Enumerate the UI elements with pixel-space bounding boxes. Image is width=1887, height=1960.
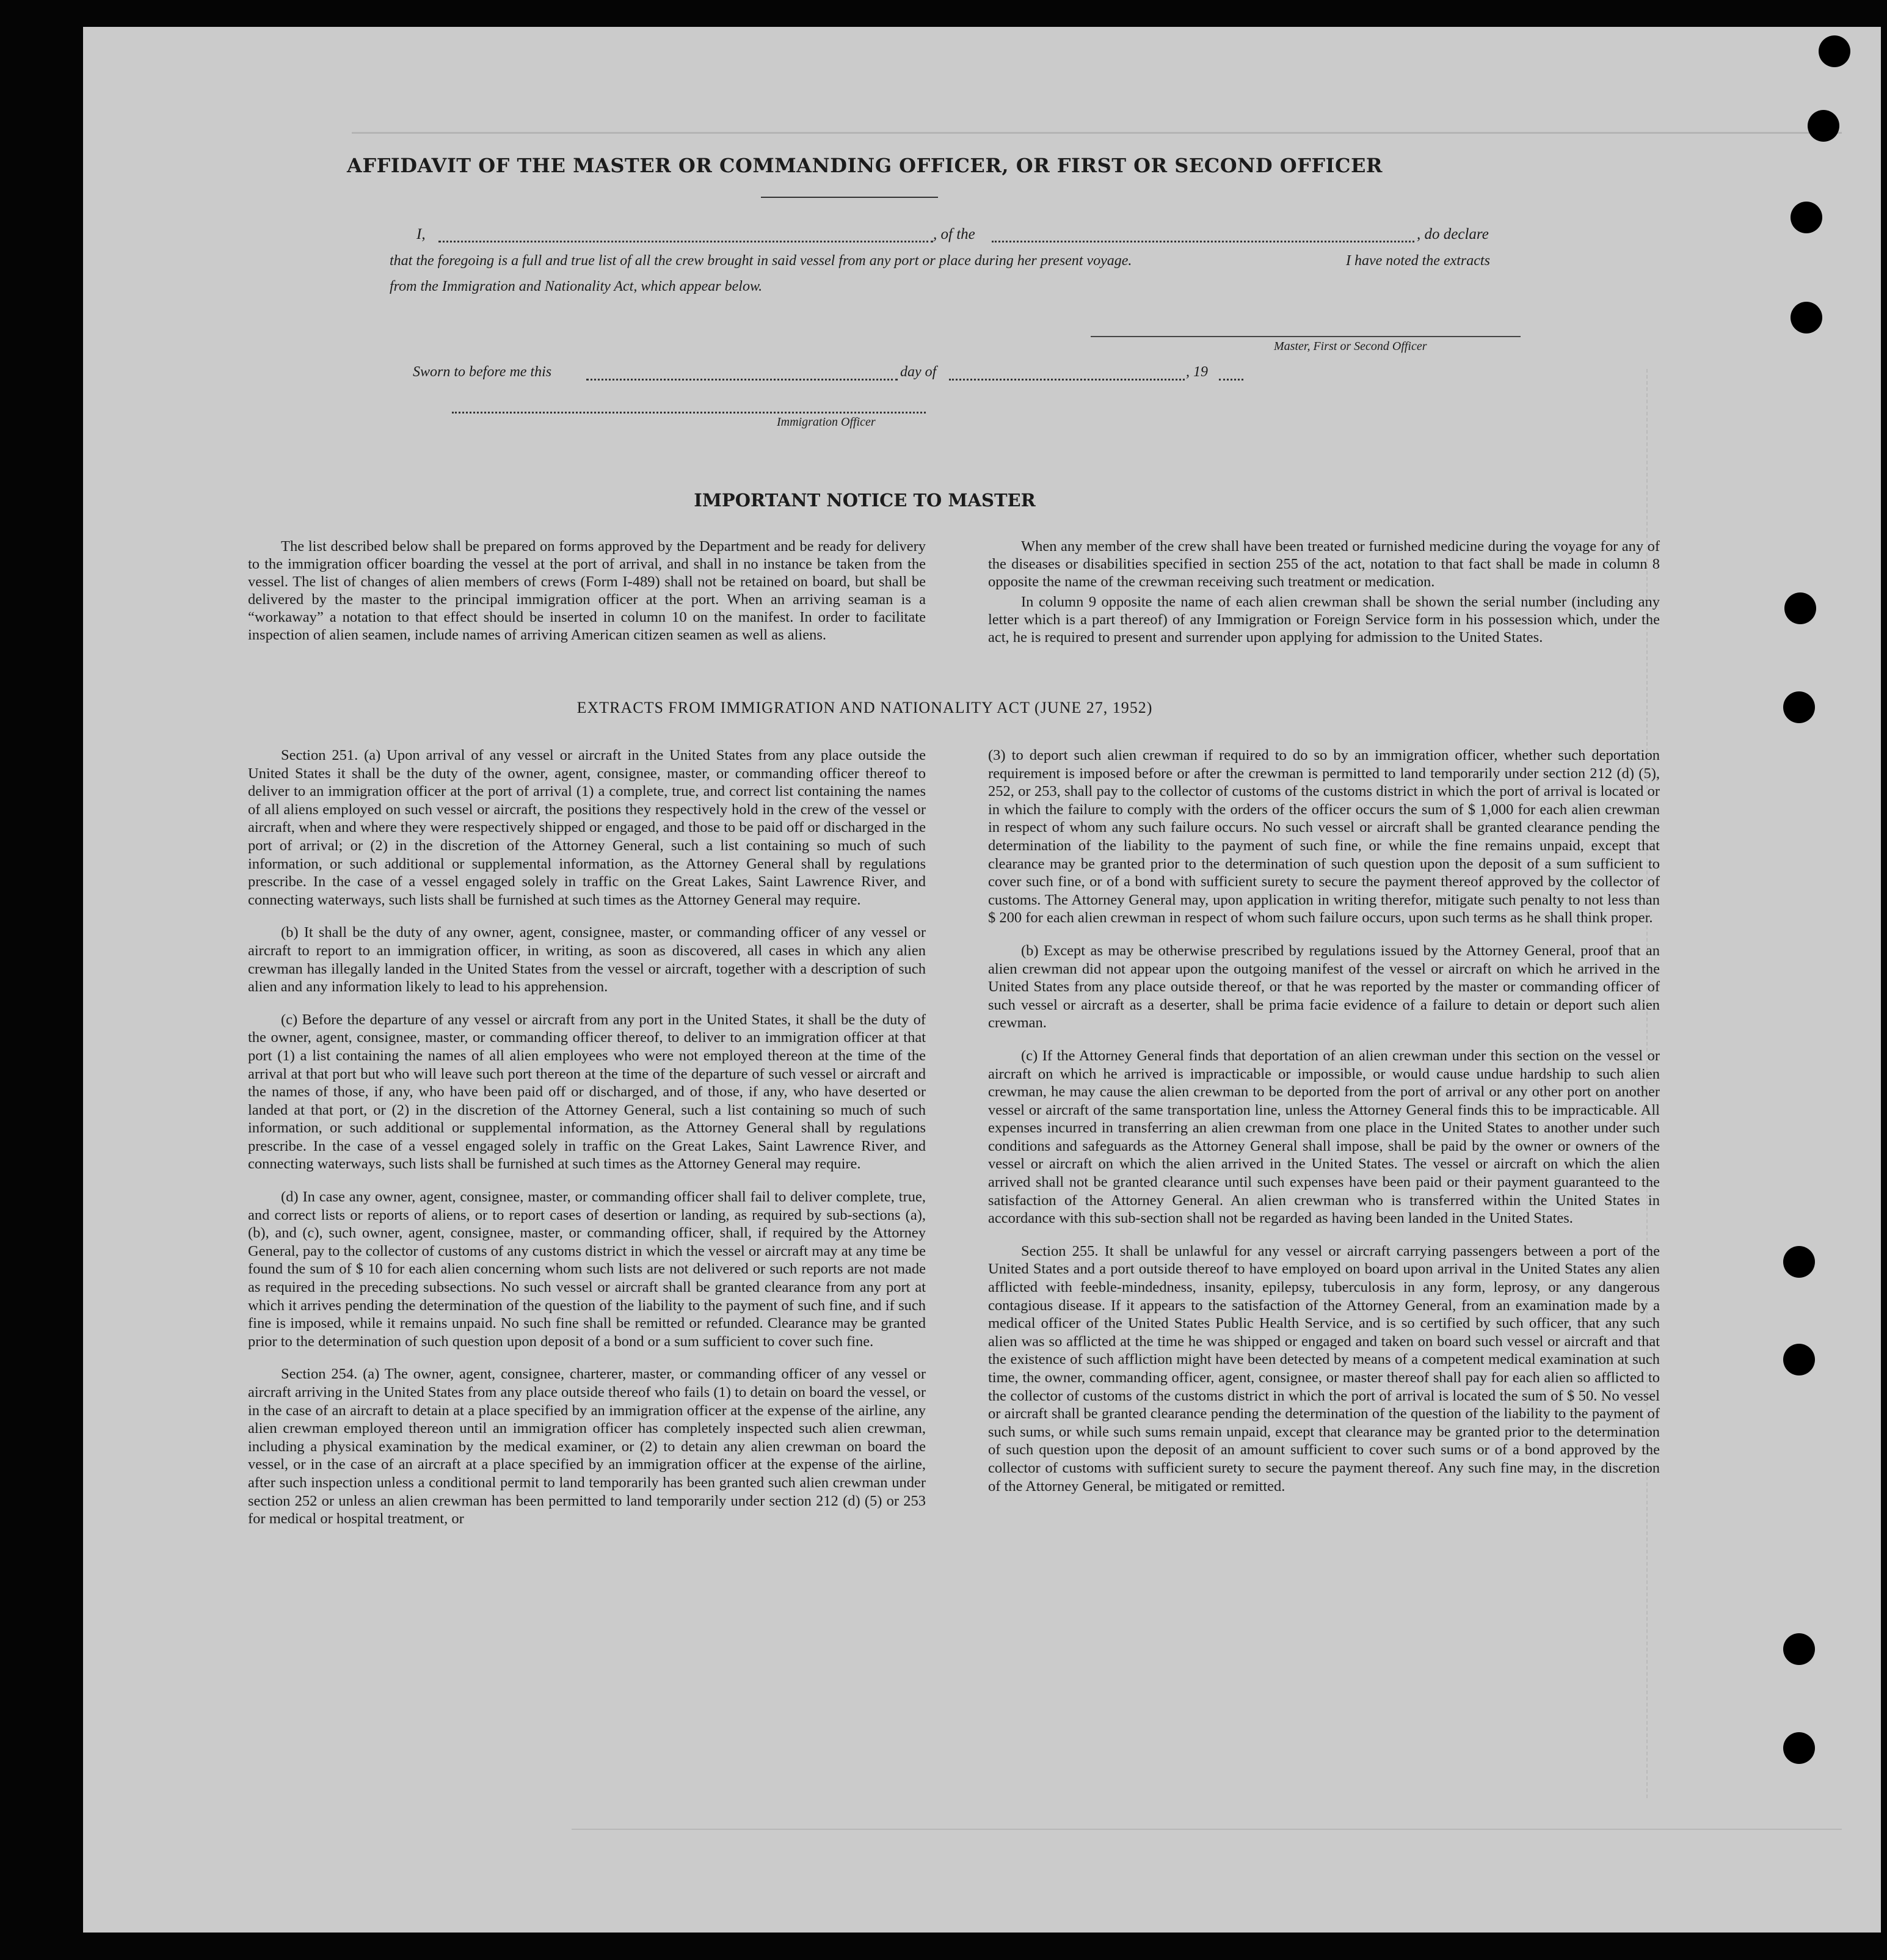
- affidavit-of-the-label: , of the: [933, 226, 975, 242]
- extracts-left-column: [248, 746, 926, 1543]
- affidavit-i-label: I,: [416, 226, 426, 242]
- section-251-b: (b) It shall be the duty of any owner, agent, consignee, master, or commanding officer of any vessel or aircraft to report to an immigration officer, in writing, as soon as discovered, all cases in which any alien crewman has illegally landed in the United States from the vessel or aircraft, together with a description of such alien and any information likely to lead to his apprehension.: [248, 924, 926, 996]
- master-signature-label: Master, First or Second Officer: [1274, 340, 1427, 353]
- notice-left-paragraph: The list described below shall be prepared on forms approved by the Department and be ready for delivery to the immigration officer boarding the vessel at the port of arrival, and shall in no instance be taken from the vessel. The list of changes of alien members of crews (Form I-489) shall not be retained on board, but shall be delivered by the master to the principal immigration officer at the port. When an arriving seaman is a “workaway” a notation to that effect should be inserted in column 10 on the manifest. In order to facilitate inspection of alien seamen, include names of arriving American citizen seamen as well as aliens.: [248, 538, 926, 643]
- extracts-title: EXTRACTS FROM IMMIGRATION AND NATIONALITY ACT (JUNE 27, 1952): [576, 699, 1153, 716]
- notice-right-column: [988, 537, 1660, 649]
- extracts-right-column: [988, 746, 1660, 1510]
- affidavit-title: AFFIDAVIT OF THE MASTER OR COMMANDING OFFICER, OR FIRST OR SECOND OFFICER: [347, 154, 1383, 177]
- bleed-through-column: [1646, 369, 1855, 1798]
- section-251-c: (c) Before the departure of any vessel or aircraft from any port in the United States, it shall be the duty of the owner, agent, consignee, master, or commanding officer thereof, to deliver to an immigration officer at that port (1) a list containing the names of all alien employees who were not employed thereon at the time of the arrival at that port but who will leave such port thereon at the time of the departure of such vessel or aircraft and the names of those, if any, who have been paid off or discharged, and of those, if any, who have deserted or landed at that port, or (2) in the discretion of the Attorney General, such a list containing so much of such information, or such additional or supplemental information, as the Attorney General shall by regulations prescribe. In the case of a vessel engaged solely in traffic on the Great Lakes, Saint Lawrence River, and connecting waterways, such lists shall be furnished at such times as the Attorney General may require.: [248, 1011, 926, 1173]
- section-254-c: (c) If the Attorney General finds that deportation of an alien crewman under this section on the vessel or aircraft on which he arrived is impracticable or impossible, or would cause undue hardship to such alien crewman, he may cause the alien crewman to be deported from the port of arrival or any other port on another vessel or aircraft of the same transportation line, unless the Attorney General finds this to be impracticable. All expenses incurred in transferring an alien crewman from one place in the United States to another under such conditions and safeguards as the Attorney General shall impose, shall be paid by the owner or owners of the vessel or aircraft on which the alien arrived in the United States. The vessel or aircraft on which the alien arrived shall not be granted clearance until such expenses have been paid or their payment guaranteed to the satisfaction of the Attorney General. An alien crewman who is transferred within the United States in accordance with this sub-section shall not be regarded as having been landed in the United States.: [988, 1047, 1660, 1227]
- immigration-officer-signature-line[interactable]: [452, 412, 926, 413]
- affidavit-statement-line: that the foregoing is a full and true list of all the crew brought in said vessel from any port or place during her present voyage.: [390, 253, 1132, 269]
- notice-right-paragraph-2: In column 9 opposite the name of each alien crewman shall be shown the serial number (including any letter which is a part thereof) of any Immigration or Foreign Service form in his possession which, under the act, he is required to present and surrender upon applying for admission to the United States.: [988, 594, 1660, 646]
- notice-title: IMPORTANT NOTICE TO MASTER: [694, 490, 1036, 511]
- document-sheet: [83, 27, 1881, 1933]
- punch-hole: [1783, 1344, 1815, 1375]
- sworn-year-field[interactable]: [1219, 379, 1243, 381]
- affidavit-title-rule: [761, 197, 938, 198]
- sworn-day-of-label: day of: [900, 364, 937, 380]
- section-254-a: Section 254. (a) The owner, agent, consignee, charterer, master, or commanding officer of any vessel or aircraft arriving in the United States from any place outside thereof who fails (1) to detain on board the vessel, or in the case of an aircraft to detain at a place specified by an immigration officer at the expense of the airline, any alien crewman employed thereon until an immigration officer has completely inspected such alien crewman, including a physical examination by the medical examiner, or (2) to detain any alien crewman on board the vessel, or in the case of an aircraft at a place specified by an immigration officer at the expense of the airline, after such inspection unless a conditional permit to land temporarily has been granted such alien crewman under section 252 or unless an alien crewman has been permitted to land temporarily under section 212 (d) (5) or 253 for medical or hospital treatment, or: [248, 1366, 926, 1528]
- section-251-a: Section 251. (a) Upon arrival of any vessel or aircraft in the United States from any place outside the United States it shall be the duty of the owner, agent, consignee, master, or commanding officer thereof to deliver to an immigration officer at the port of arrival (1) a complete, true, and correct list containing the names of all aliens employed on such vessel or aircraft, the positions they respectively hold in the crew of the vessel or aircraft, when and where they were respectively shipped or engaged, and those to be paid off or discharged in the port of arrival; or (2) in the discretion of the Attorney General, such a list containing so much of such information, or such additional or supplemental information, as the Attorney General shall by regulations prescribe. In the case of a vessel engaged solely in traffic on the Great Lakes, Saint Lawrence River, and connecting waterways, such lists shall be furnished at such times as the Attorney General may require.: [248, 747, 926, 908]
- vessel-name-field[interactable]: [992, 241, 1414, 242]
- punch-hole: [1791, 302, 1822, 333]
- sworn-label: Sworn to before me this: [413, 364, 552, 380]
- master-signature-line[interactable]: [1091, 336, 1521, 337]
- punch-hole: [1791, 202, 1822, 233]
- affidavit-do-declare-label: , do declare: [1417, 226, 1489, 242]
- section-254-a-continued: (3) to deport such alien crewman if required to do so by an immigration officer, whether such deportation requirement is imposed before or after the crewman is permitted to land temporarily under section 212 (d) (5), 252, or 253, shall pay to the collector of customs of the customs district in which the port of arrival is located or in which the failure to comply with the orders of the officer occurs the sum of $ 1,000 for each alien crewman in respect of whom any such failure occurs. No such vessel or aircraft shall be granted clearance pending the determination of the liability to the payment of such fine, or while the fine remains unpaid, except that clearance may be granted prior to the determination of such question upon the deposit of a sum sufficient to cover such fine, or of a bond with sufficient surety to secure the payment thereof approved by the collector of customs. The Attorney General may, upon application in writing therefor, mitigate such penalty to not less than $ 200 for each alien crewman in respect of whom such failure occurs, upon such terms as he shall think proper.: [988, 747, 1660, 927]
- punch-hole: [1783, 691, 1815, 723]
- punch-hole: [1819, 35, 1850, 67]
- punch-hole: [1783, 1246, 1815, 1278]
- sworn-place-field[interactable]: [586, 379, 898, 381]
- notice-right-paragraph-1: When any member of the crew shall have been treated or furnished medicine during the voyage for any of the diseases or disabilities specified in section 255 of the act, notation to that fact shall be made in column 8 opposite the name of the crewman receiving such treatment or medication.: [988, 538, 1660, 590]
- punch-hole: [1783, 1732, 1815, 1764]
- sworn-date-field[interactable]: [949, 379, 1185, 381]
- punch-hole: [1783, 1633, 1815, 1665]
- immigration-officer-label: Immigration Officer: [777, 415, 876, 429]
- bleed-through-footer: [572, 1829, 1842, 1848]
- affidavit-statement-line-end: I have noted the extracts: [1346, 253, 1490, 269]
- sworn-year-label: , 19: [1186, 364, 1208, 380]
- master-name-field[interactable]: [438, 241, 933, 242]
- notice-left-column: [248, 537, 926, 646]
- punch-hole: [1808, 110, 1839, 142]
- section-255: Section 255. It shall be unlawful for any vessel or aircraft carrying passengers between a port of the United States and a port outside thereof to have employed on board upon arrival in the United States any alien afflicted with feeble-mindedness, insanity, epilepsy, tuberculosis in any form, leprosy, or any dangerous contagious disease. If it appears to the satisfaction of the Attorney General, from an examination made by a medical officer of the United States Public Health Service, and is so certified by such officer, that any such alien was so afflicted at the time he was shipped or engaged and taken on board such vessel or aircraft and that the existence of such affliction might have been detected by means of a competent medical examination at such time, the owner, commanding officer, agent, consignee, or master thereof shall pay for each alien so afflicted to the collector of customs of the customs district in which the port of arrival is located the sum of $ 50. No vessel or aircraft shall be granted clearance pending the determination of the question of the liability to the payment of such sums, or while such sums remain unpaid, except that clearance may be granted prior to the determination of such question upon the deposit of an amount sufficient to cover such sums or of a bond approved by the collector of customs with sufficient surety to secure the payment thereof. Any such fine may, in the discretion of the Attorney General, be mitigated or remitted.: [988, 1242, 1660, 1495]
- section-251-d: (d) In case any owner, agent, consignee, master, or commanding officer shall fail to deliver complete, true, and correct lists or reports of aliens, or to report cases of desertion or landing, as required by sub-sections (a), (b), and (c), such owner, agent, consignee, master, or commanding officer, shall, if required by the Attorney General, pay to the collector of customs of any customs district in which the vessel or aircraft may at any time be found the sum of $ 10 for each alien concerning whom such lists are not delivered or such reports are not made as required in the preceding subsections. No such vessel or aircraft shall be granted clearance from any port at which it arrives pending the determination of the question of the liability to the payment of such fine, and if such fine is imposed, while it remains unpaid. No such fine shall be remitted or refunded. Clearance may be granted prior to the determination of such question upon deposit of a bond or a sum sufficient to cover such fine.: [248, 1189, 926, 1350]
- section-254-b: (b) Except as may be otherwise prescribed by regulations issued by the Attorney General, proof that an alien crewman did not appear upon the outgoing manifest of the vessel or aircraft on which he arrived in the United States from any place outside thereof, or that he was reported by the master or commanding officer of such vessel or aircraft as a deserter, shall be prima facie evidence of a failure to detain or deport such alien crewman.: [988, 942, 1660, 1032]
- bleed-through-header: [352, 107, 1842, 134]
- punch-hole: [1784, 592, 1816, 624]
- affidavit-statement-line-3: from the Immigration and Nationality Act, which appear below.: [390, 279, 763, 294]
